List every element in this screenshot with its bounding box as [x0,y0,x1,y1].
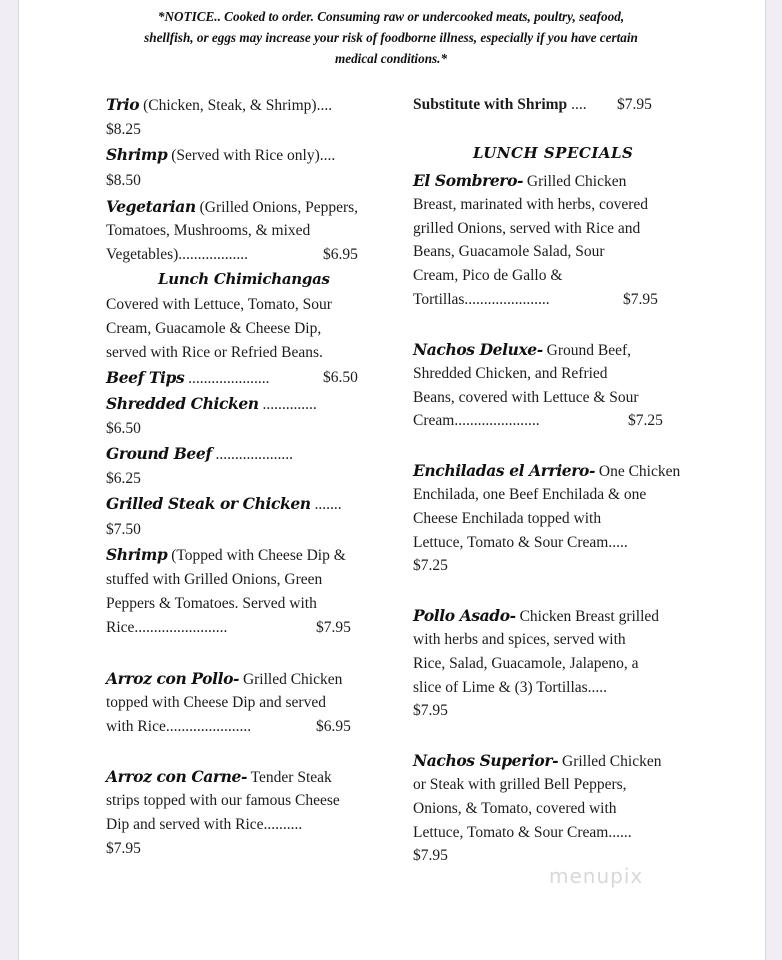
item-desc: strips topped with our famous Cheese [106,792,340,809]
item-price: $7.50 [106,521,141,538]
item-name: Vegetarian [106,197,196,216]
item-desc: Ground Beef, [542,342,632,359]
menu-item-beef-tips [106,366,270,391]
item-desc: Grilled Chicken [239,671,343,688]
menu-item-enchiladas-el-arriero [413,459,680,484]
item-desc: with Rice...................... [106,718,252,735]
item-desc: Rice........................ [106,619,228,636]
section-heading-lunch-specials: LUNCH SPECIALS [473,144,634,162]
item-desc: (Chicken, Steak, & Shrimp).... [139,97,333,114]
item-desc: stuffed with Grilled Onions, Green [106,571,323,588]
substitute-shrimp-option [413,93,587,117]
item-desc: with herbs and spices, served with [413,631,626,648]
item-price: $7.95 [106,840,141,857]
menu-item-shrimp-rice [106,143,335,168]
item-desc: Lettuce, Tomato & Sour Cream...... [413,824,632,841]
item-name: Beef Tips [106,368,185,387]
menu-item-shrimp-chimichanga [106,543,346,568]
item-desc: Beans, Guacamole Salad, Sour [413,243,605,260]
menu-item-trio [106,93,332,118]
item-desc: Lettuce, Tomato & Sour Cream..... [413,534,628,551]
menu-item-arroz-con-pollo [106,667,342,692]
item-price: $7.95 [413,702,448,719]
menu-item-shredded-chicken [106,392,317,417]
item-desc: Cream, Pico de Gallo & [413,267,563,284]
item-name: Shrimp [106,145,168,164]
item-name: Trio [106,95,140,114]
item-desc: Onions, & Tomato, covered with [413,800,617,817]
item-desc: (Grilled Onions, Peppers, [195,199,359,216]
item-desc: Tomatoes, Mushrooms, & mixed [106,222,311,239]
option-dots: .... [567,96,587,113]
menupix-watermark: menupix [549,864,644,888]
menu-item-pollo-asado [413,604,659,629]
item-price: $6.95 [323,246,358,263]
item-desc: Breast, marinated with herbs, covered [413,196,648,213]
section-desc: Covered with Lettuce, Tomato, Sour [106,296,332,313]
item-desc: Vegetables).................. [106,246,249,263]
item-desc: One Chicken [595,463,681,480]
item-desc: Grilled Chicken [558,753,662,770]
item-desc: topped with Cheese Dip and served [106,694,326,711]
item-desc: or Steak with grilled Bell Peppers, [413,776,627,793]
item-desc: Tortillas...................... [413,291,550,308]
menu-item-ground-beef [106,442,293,467]
notice-line-2: shellfish, or eggs may increase your risk of foodborne illness, especially if you have certain [144,30,638,45]
notice-line-1: *NOTICE.. Cooked to order. Consuming raw or undercooked meats, poultry, seafood, [157,9,625,24]
item-dots: .............. [258,396,317,413]
item-desc: slice of Lime & (3) Tortillas..... [413,679,608,696]
item-price: $8.25 [106,121,141,138]
item-name: Grilled Steak or Chicken [106,494,311,513]
menu-item-el-sombrero [413,169,626,194]
item-name: Shredded Chicken [106,394,259,413]
item-dots: .................... [211,446,293,463]
item-price: $7.95 [316,619,351,636]
item-price: $6.95 [316,718,351,735]
section-desc: served with Rice or Refried Beans. [106,344,323,361]
item-price: $6.50 [323,369,358,386]
item-name: Enchiladas el Arriero- [413,461,596,480]
item-desc: Dip and served with Rice.......... [106,816,303,833]
item-dots: ....... [310,496,342,513]
item-price: $6.25 [106,470,141,487]
menu-item-arroz-con-carne [106,765,332,790]
item-name: Arroz con Pollo- [106,669,240,688]
item-desc: (Topped with Cheese Dip & [167,547,346,564]
item-price: $7.25 [628,412,663,429]
item-name: Pollo Asado- [413,606,516,625]
section-heading-lunch-chimichangas: Lunch Chimichangas [158,270,330,288]
item-price: $6.50 [106,420,141,437]
item-name: Ground Beef [106,444,212,463]
item-desc: Beans, covered with Lettuce & Sour [413,389,639,406]
section-desc: Cream, Guacamole & Cheese Dip, [106,320,322,337]
item-price: $7.95 [623,291,658,308]
item-desc: Cheese Enchilada topped with [413,510,602,527]
option-price: $7.95 [617,96,652,113]
item-dots: ..................... [184,370,270,387]
item-desc: Cream...................... [413,412,540,429]
item-desc: Enchilada, one Beef Enchilada & one [413,486,647,503]
menu-item-grilled-steak-or-chicken [106,492,342,517]
notice-line-3: medical conditions.* [334,51,448,66]
item-price: $8.50 [106,172,141,189]
item-name: Nachos Superior- [413,751,559,770]
item-desc: Chicken Breast grilled [515,608,660,625]
item-price: $7.25 [413,557,448,574]
item-desc: Peppers & Tomatoes. Served with [106,595,317,612]
menu-item-nachos-superior [413,749,661,774]
item-desc: Tender Steak [247,769,332,786]
item-desc: (Served with Rice only).... [167,147,336,164]
item-desc: grilled Onions, served with Rice and [413,220,641,237]
menu-item-nachos-deluxe [413,338,631,363]
food-safety-notice [100,6,682,69]
item-desc: Shredded Chicken, and Refried [413,365,608,382]
item-name: Nachos Deluxe- [413,340,543,359]
item-desc: Rice, Salad, Guacamole, Jalapeno, a [413,655,639,672]
option-label: Substitute with Shrimp [413,96,568,113]
item-price: $7.95 [413,847,448,864]
menu-item-vegetarian [106,195,358,220]
item-name: Arroz con Carne- [106,767,248,786]
item-name: El Sombrero- [413,171,524,190]
item-name: Shrimp [106,545,168,564]
item-desc: Grilled Chicken [523,173,627,190]
